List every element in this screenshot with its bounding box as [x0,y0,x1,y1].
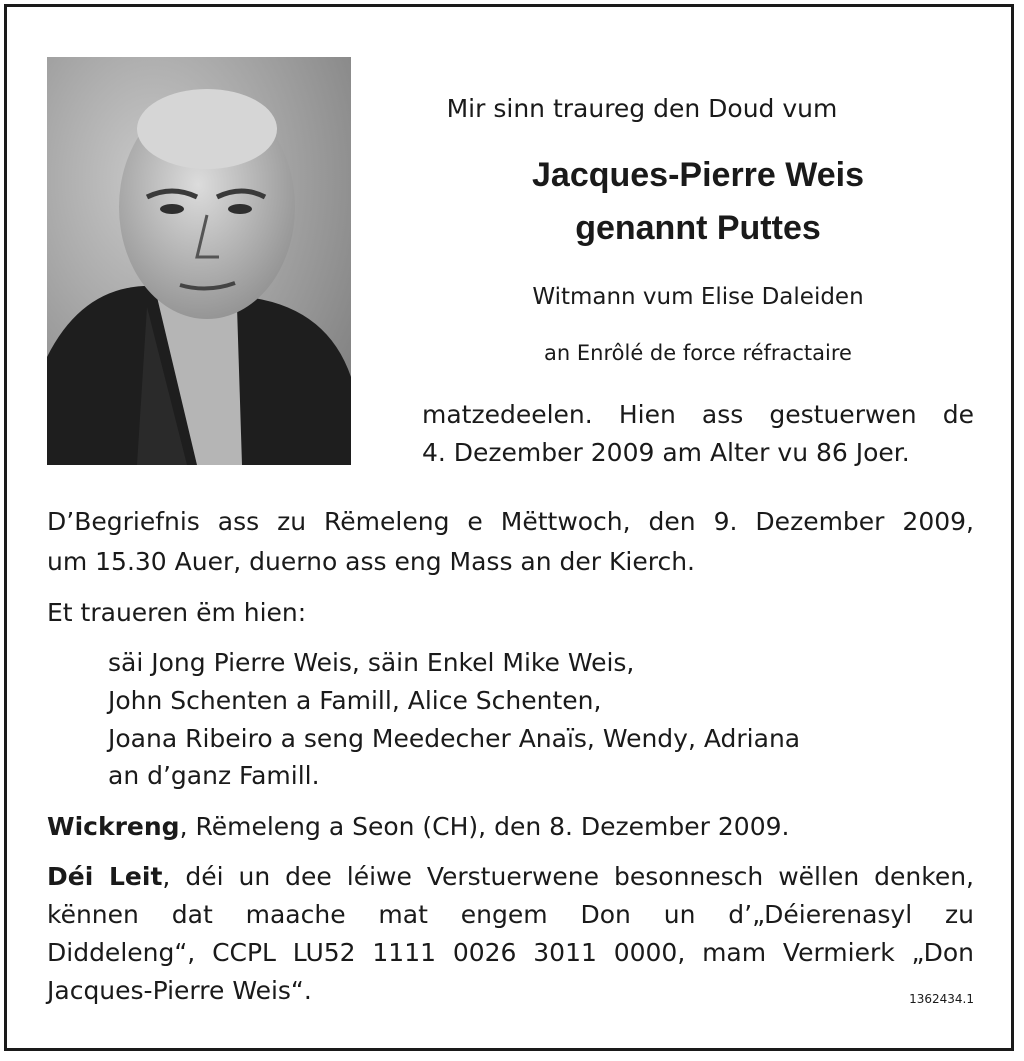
funeral-time-line: um 15.30 Auer, duerno ass eng Mass an der Kierch. [47,547,695,576]
donation-line-rest: , déi un dee léiwe Verstuerwene besonnesch wëllen denken, [162,862,974,891]
widow-of-text: Witmann vum Elise Daleiden [532,284,864,310]
donation-line: Diddeleng“, CCPL LU52 1111 0026 3011 0000, mam Vermierk „Don [47,938,974,967]
enrole-text: an Enrôlé de force réfractaire [544,341,852,365]
funeral-line: D’Begriefnis ass zu Rëmeleng e Mëttwoch, den 9. Dezember 2009, [47,507,974,536]
mourner-line: Joana Ribeiro a seng Meedecher Anaïs, Wendy, Adriana [108,724,801,753]
donation-lead: Déi Leit [47,862,163,891]
place-date-line [47,812,789,841]
mourner-line: an d’ganz Famill. [108,761,320,790]
deceased-nickname: genannt Puttes [575,209,821,247]
mourner-line: John Schenten a Famill, Alice Schenten, [108,686,602,715]
donation-line [47,862,974,891]
portrait-photo [47,57,351,465]
death-date-line: 4. Dezember 2009 am Alter vu 86 Joer. [422,438,910,467]
place-name: Wickreng [47,812,180,841]
reference-number: 1362434.1 [909,992,974,1006]
place-date-rest: , Rëmeleng a Seon (CH), den 8. Dezember 2009. [179,812,790,841]
donation-line: kënnen dat maache mat engem Don un d’„Déierenasyl zu [47,900,974,929]
donation-line: Jacques-Pierre Weis“. [47,976,312,1005]
deceased-name: Jacques-Pierre Weis [532,156,864,194]
notice-line: matzedeelen. Hien ass gestuerwen de [422,400,974,429]
intro-text: Mir sinn traureg den Doud vum [446,94,838,123]
mourner-line: säi Jong Pierre Weis, säin Enkel Mike Weis, [108,648,635,677]
mourners-heading: Et traueren ëm hien: [47,598,307,627]
